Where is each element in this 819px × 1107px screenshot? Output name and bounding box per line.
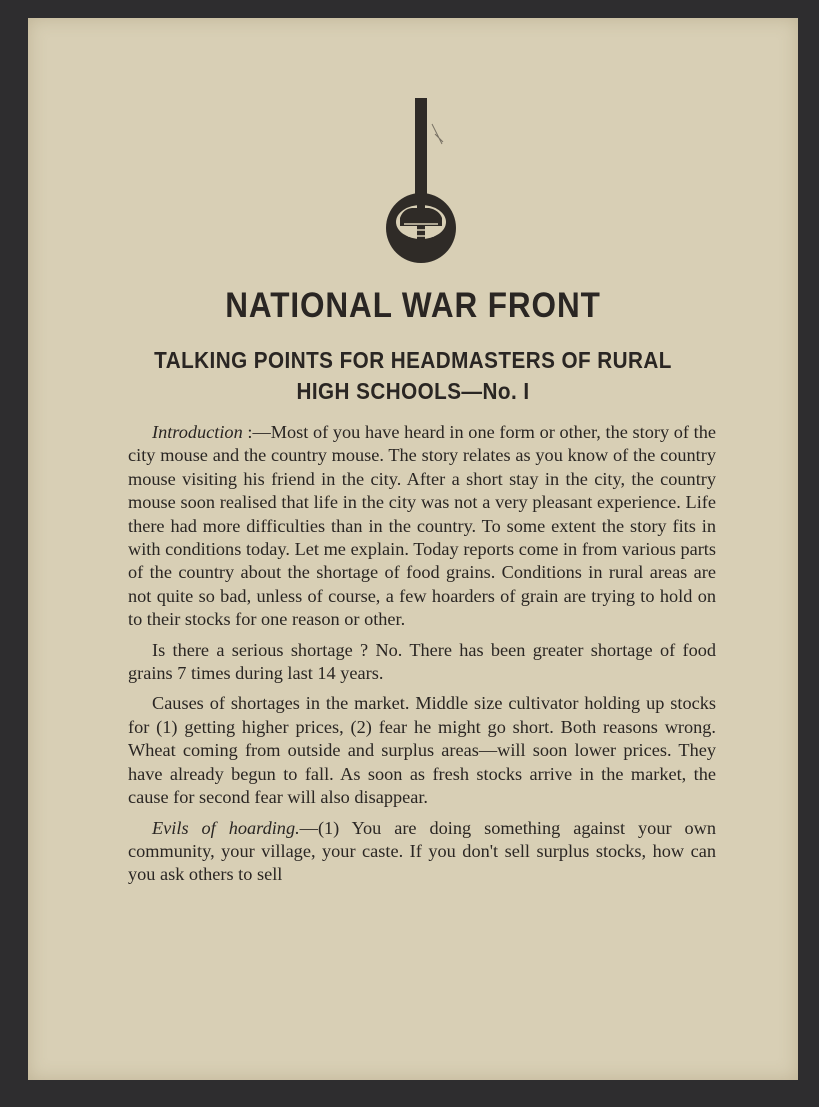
paragraph-shortage xyxy=(128,639,716,686)
paragraph-lead: Introduction xyxy=(152,422,243,442)
page-title: NATIONAL WAR FRONT xyxy=(225,286,601,325)
paragraph-text: Causes of shortages in the market. Middle size cultivator holding up stocks for (1) getting higher prices, (2) fear he might go short. Both reasons wrong. Wheat coming from outside and surplus areas—will soon lower prices. They have already begun to fall. As soon as fresh stocks arrive in the market, the cause for second fear will also disappear. xyxy=(128,693,716,808)
paragraph-evils-of-hoarding xyxy=(128,817,716,887)
paragraph-causes xyxy=(128,692,716,809)
paragraph-text: :—Most of you have heard in one form or other, the story of the city mouse and the country mouse. The story relates as you know of the country mouse visiting his friend in the city. After a short stay in the city, the country mouse soon realised that life in the city was not a very pleasant experience. Life there had more difficulties than in the country. To some extent the story fits in with conditions today. Let me explain. Today reports come in from various parts of the country about the shortage of food grains. Conditions in rural areas are not quite so bad, unless of course, a few hoarders of grain are trying to hold on to their stocks for one reason or other. xyxy=(128,422,716,630)
paragraph-introduction xyxy=(128,421,716,632)
body-text xyxy=(128,421,716,894)
fist-and-rod-emblem-icon xyxy=(380,94,462,264)
paragraph-lead: Evils of hoarding. xyxy=(152,817,300,838)
subtitle-line-1: TALKING POINTS FOR HEADMASTERS OF RURAL xyxy=(154,347,672,373)
paragraph-text: —(1) You are doing something against your own community, your village, your caste. If you don't sell surplus stocks, how can you ask others to sell xyxy=(128,817,717,885)
page-subtitle xyxy=(74,345,752,407)
document-sheet xyxy=(28,18,798,1080)
subtitle-line-2: HIGH SCHOOLS—No. I xyxy=(296,378,530,404)
paragraph-text: Is there a serious shortage ? No. There has been greater shortage of food grains 7 times during last 14 years. xyxy=(128,639,716,684)
